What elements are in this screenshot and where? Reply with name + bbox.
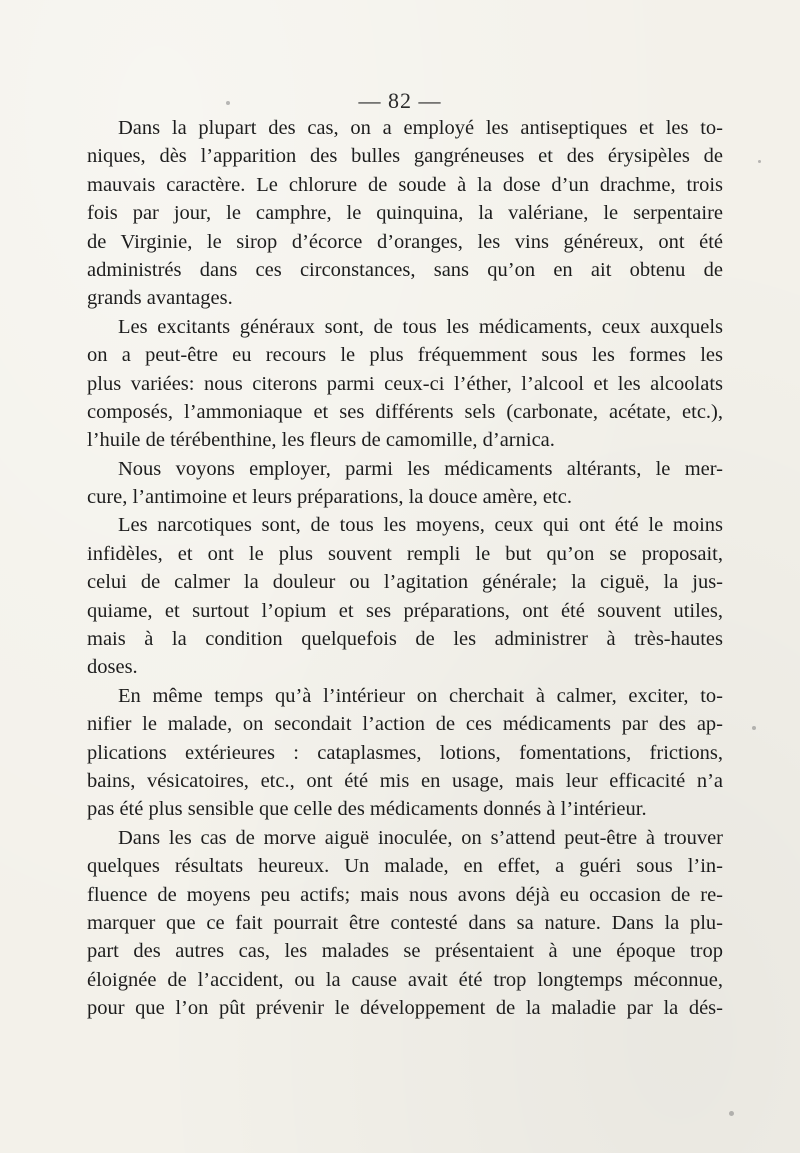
paper-speck: [758, 160, 761, 163]
text-line: on a peut-être eu recours le plus fréquemment sous les formes les: [87, 344, 723, 367]
text-line: niques, dès l’apparition des bulles gangréneuses et des érysipèles de: [87, 145, 723, 168]
text-line: fois par jour, le camphre, le quinquina, la valériane, le serpentaire: [87, 202, 723, 225]
paper-speck: [226, 101, 230, 105]
text-line: Les excitants généraux sont, de tous les médicaments, ceux auxquels: [118, 315, 723, 338]
paper-speck: [752, 726, 756, 730]
paper-speck: [729, 1111, 734, 1116]
text-line: celui de calmer la douleur ou l’agitation générale; la ciguë, la jus-: [87, 571, 723, 594]
text-line: nifier le malade, on secondait l’action de ces médicaments par des ap-: [87, 713, 723, 736]
text-line: composés, l’ammoniaque et ses différents sels (carbonate, acétate, etc.),: [87, 400, 723, 423]
text-line: plus variées: nous citerons parmi ceux-ci l’éther, l’alcool et les alcoolats: [87, 372, 723, 395]
text-line: mais à la condition quelquefois de les administrer à très-hautes: [87, 628, 723, 651]
text-line: pour que l’on pût prévenir le développement de la maladie par la dés-: [87, 997, 723, 1020]
text-line: de Virginie, le sirop d’écorce d’oranges, les vins généreux, ont été: [87, 230, 723, 253]
text-line: pas été plus sensible que celle des médicaments donnés à l’intérieur.: [87, 798, 647, 821]
text-line: marquer que ce fait pourrait être contesté dans sa nature. Dans la plu-: [87, 911, 723, 934]
text-line: administrés dans ces circonstances, sans qu’on en ait obtenu de: [87, 258, 723, 281]
text-line: doses.: [87, 656, 138, 679]
text-line: Dans la plupart des cas, on a employé les antiseptiques et les to-: [118, 117, 723, 139]
text-line: fluence de moyens peu actifs; mais nous avons déjà eu occasion de re-: [87, 883, 723, 906]
text-line: quiame, et surtout l’opium et ses préparations, ont été souvent utiles,: [87, 599, 723, 622]
text-line: Dans les cas de morve aiguë inoculée, on s’attend peut-être à trouver: [118, 826, 723, 849]
text-line: En même temps qu’à l’intérieur on cherchait à calmer, exciter, to-: [118, 684, 723, 707]
body-text: [87, 114, 723, 1023]
text-line: bains, vésicatoires, etc., ont été mis en usage, mais leur efficacité n’a: [87, 769, 723, 792]
text-line: l’huile de térébenthine, les fleurs de camomille, d’arnica.: [87, 429, 555, 452]
text-line: infidèles, et ont le plus souvent rempli le but qu’on se proposait,: [87, 542, 723, 565]
text-line: Nous voyons employer, parmi les médicaments altérants, le mer-: [118, 457, 723, 480]
text-line: quelques résultats heureux. Un malade, en effet, a guéri sous l’in-: [87, 855, 723, 878]
text-line: éloignée de l’accident, ou la cause avait été trop longtemps méconnue,: [87, 968, 723, 991]
text-line: cure, l’antimoine et leurs préparations, la douce amère, etc.: [87, 486, 572, 509]
text-line: part des autres cas, les malades se présentaient à une époque trop: [87, 940, 723, 963]
text-line: grands avantages.: [87, 287, 233, 310]
text-line: Les narcotiques sont, de tous les moyens, ceux qui ont été le moins: [118, 514, 723, 537]
page-number: — 82 —: [358, 88, 442, 113]
text-line: plications extérieures : cataplasmes, lotions, fomentations, frictions,: [87, 741, 723, 764]
text-line: mauvais caractère. Le chlorure de soude à la dose d’un drachme, trois: [87, 173, 723, 196]
